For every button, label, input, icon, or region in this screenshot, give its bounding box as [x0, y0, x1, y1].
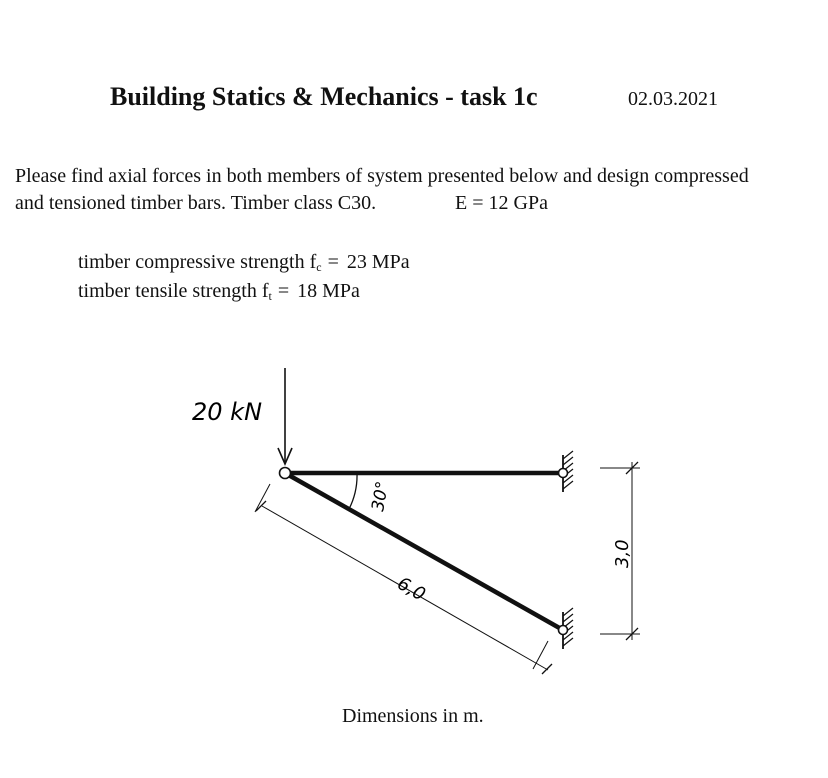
tensile-strength-label: timber tensile strength f [78, 280, 269, 302]
tensile-subscript: t [268, 289, 272, 303]
intro-line-1: Please find axial forces in both members of system presented below and design compressed [15, 165, 749, 187]
intro-line-2: and tensioned timber bars. Timber class C30. [15, 192, 377, 214]
modulus-value: E = 12 GPa [455, 192, 548, 214]
tensile-equals: = [277, 280, 290, 302]
date: 02.03.2021 [628, 88, 718, 110]
compressive-strength-value: 23 MPa [346, 251, 410, 273]
angle-label: 30° [368, 479, 394, 513]
compressive-subscript: c [316, 260, 322, 274]
angle-arc [349, 473, 357, 509]
height-label: 3,0 [612, 539, 633, 568]
dim-tick-right [542, 664, 552, 674]
page-title: Building Statics & Mechanics - task 1c [110, 82, 538, 111]
bottom-right-joint [559, 626, 568, 635]
dim-ext-left [255, 484, 270, 512]
dim-ext-right [533, 641, 548, 669]
length-label: 6,0 [393, 573, 429, 606]
diagonal-member [285, 473, 563, 630]
compressive-equals: = [327, 251, 339, 273]
top-left-joint [280, 468, 291, 479]
load-label: 20 kN [192, 398, 263, 426]
dimensions-note: Dimensions in m. [342, 705, 484, 727]
compressive-strength-label: timber compressive strength f [78, 251, 317, 273]
dim-tick-left [256, 501, 266, 511]
tensile-strength-value: 18 MPa [297, 280, 360, 302]
top-right-joint [559, 469, 568, 478]
